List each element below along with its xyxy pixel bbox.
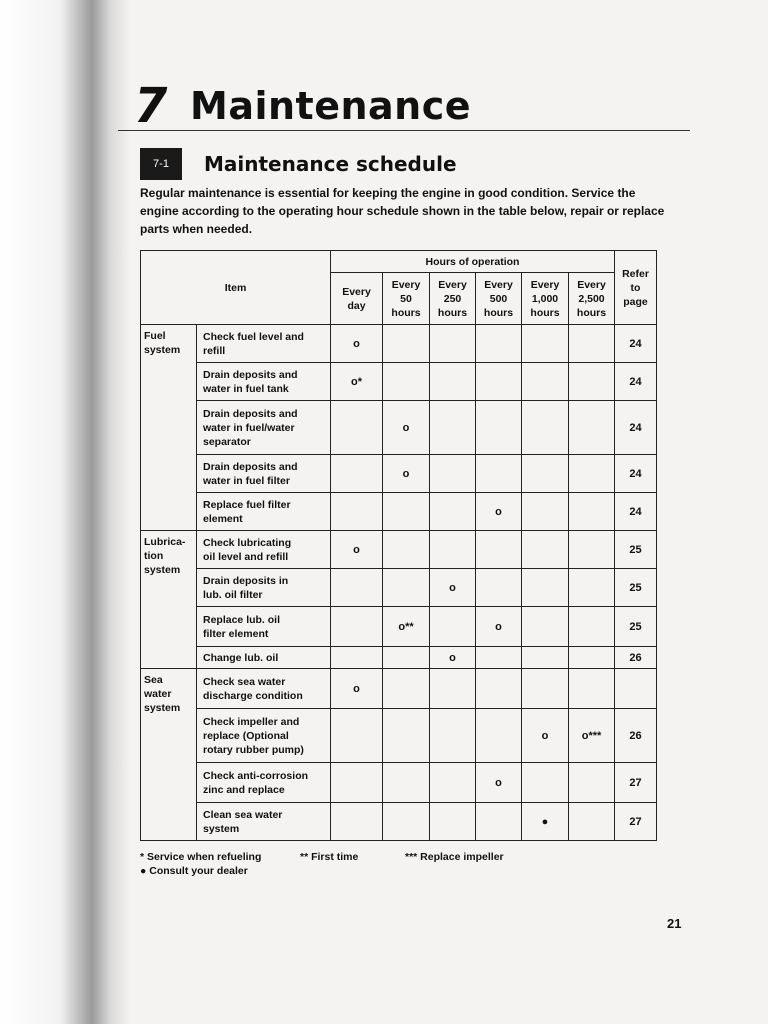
interval-mark [522,647,569,669]
interval-column-header: Every 2,500 hours [569,273,615,325]
interval-mark [383,531,430,569]
interval-mark [476,325,522,363]
schedule-row [141,531,657,569]
intro-paragraph: Regular maintenance is essential for keeping the engine in good condition. Service the engine according to the operating hour schedule shown in the table below, repair or replace parts when needed. [140,186,665,236]
interval-mark [569,763,615,803]
reference-page [615,669,657,709]
chapter-heading [134,78,694,134]
section-number-badge: 7-1 [140,148,182,180]
interval-mark [331,569,383,607]
maintenance-item: Drain deposits and water in fuel filter [197,455,331,493]
interval-mark [522,531,569,569]
maintenance-item: Drain deposits and water in fuel tank [197,363,331,401]
interval-mark [383,569,430,607]
hours-of-operation-header: Hours of operation [331,251,615,273]
interval-mark [476,363,522,401]
section-title: Maintenance schedule [204,152,457,176]
interval-mark [430,669,476,709]
system-group-label: Sea water system [141,669,197,841]
reference-page: 26 [615,709,657,763]
interval-mark [522,493,569,531]
interval-mark [569,647,615,669]
schedule-row [141,569,657,607]
interval-mark [383,803,430,841]
interval-mark [476,531,522,569]
interval-mark [569,607,615,647]
interval-mark [569,401,615,455]
schedule-row [141,455,657,493]
interval-mark [476,455,522,493]
schedule-row [141,709,657,763]
interval-mark [569,325,615,363]
interval-mark [430,493,476,531]
interval-mark [476,803,522,841]
footnote-first-time: ** First time [300,851,359,863]
interval-mark [331,607,383,647]
schedule-row [141,669,657,709]
schedule-row [141,607,657,647]
system-group-label: Fuel system [141,325,197,531]
reference-page: 24 [615,325,657,363]
interval-mark [522,325,569,363]
interval-column-header: Every 500 hours [476,273,522,325]
reference-page: 27 [615,803,657,841]
interval-column-header: Every day [331,273,383,325]
interval-mark [569,363,615,401]
interval-mark [383,363,430,401]
interval-mark [331,493,383,531]
interval-mark [331,763,383,803]
chapter-number: 7 [134,78,168,134]
chapter-title: Maintenance [190,84,472,128]
maintenance-item: Check impeller and replace (Optional rotary rubber pump) [197,709,331,763]
interval-column-header: Every 50 hours [383,273,430,325]
interval-mark: ● [522,803,569,841]
reference-page: 24 [615,363,657,401]
section-heading [140,148,457,180]
interval-mark [430,455,476,493]
interval-mark: o [476,493,522,531]
footnote-refueling: * Service when refueling [140,851,262,863]
interval-mark: o [522,709,569,763]
reference-page: 25 [615,531,657,569]
reference-page: 27 [615,763,657,803]
maintenance-schedule-table [140,250,657,841]
interval-mark: o** [383,607,430,647]
interval-mark [430,363,476,401]
maintenance-item: Replace lub. oil filter element [197,607,331,647]
interval-mark [430,607,476,647]
interval-mark [430,531,476,569]
system-group-label: Lubrica- tion system [141,531,197,669]
interval-mark [522,669,569,709]
schedule-row [141,493,657,531]
reference-page: 25 [615,607,657,647]
maintenance-item: Drain deposits and water in fuel/water separator [197,401,331,455]
interval-mark: o [383,401,430,455]
schedule-row [141,647,657,669]
maintenance-item: Check sea water discharge condition [197,669,331,709]
item-column-header: Item [141,251,331,325]
interval-mark [569,669,615,709]
interval-mark: o [430,647,476,669]
interval-mark [430,763,476,803]
interval-mark [383,669,430,709]
reference-page: 26 [615,647,657,669]
interval-mark [430,325,476,363]
interval-mark [476,709,522,763]
interval-mark: o [331,531,383,569]
maintenance-item: Check anti-corrosion zinc and replace [197,763,331,803]
interval-mark [522,569,569,607]
interval-mark: o [476,607,522,647]
interval-mark [383,647,430,669]
interval-mark [430,401,476,455]
interval-mark [569,531,615,569]
interval-mark [476,569,522,607]
interval-mark [331,455,383,493]
maintenance-item: Change lub. oil [197,647,331,669]
interval-mark: o [430,569,476,607]
interval-mark [569,455,615,493]
interval-mark [383,709,430,763]
interval-column-header: Every 1,000 hours [522,273,569,325]
interval-column-header: Every 250 hours [430,273,476,325]
interval-mark [522,401,569,455]
schedule-row [141,363,657,401]
schedule-row [141,401,657,455]
page-number: 21 [667,916,682,931]
interval-mark [569,569,615,607]
footnotes [140,850,640,878]
interval-mark: o [331,325,383,363]
interval-mark [331,803,383,841]
reference-page: 24 [615,493,657,531]
footnote-consult-dealer: ● Consult your dealer [140,865,248,877]
interval-mark: o [331,669,383,709]
refer-to-page-header: Refer to page [615,251,657,325]
interval-mark [522,363,569,401]
interval-mark [569,493,615,531]
interval-mark [522,455,569,493]
interval-mark [569,803,615,841]
interval-mark [522,607,569,647]
interval-mark: o* [331,363,383,401]
interval-mark [430,709,476,763]
interval-mark [331,709,383,763]
footnote-replace-impeller: *** Replace impeller [405,851,504,863]
schedule-row [141,803,657,841]
maintenance-item: Check lubricating oil level and refill [197,531,331,569]
interval-mark [476,647,522,669]
schedule-row [141,763,657,803]
interval-mark: o*** [569,709,615,763]
interval-mark [476,401,522,455]
maintenance-item: Replace fuel filter element [197,493,331,531]
maintenance-item: Clean sea water system [197,803,331,841]
interval-mark [383,325,430,363]
interval-mark [383,763,430,803]
interval-mark: o [476,763,522,803]
reference-page: 24 [615,455,657,493]
maintenance-item: Check fuel level and refill [197,325,331,363]
interval-mark: o [383,455,430,493]
chapter-divider [118,130,690,131]
schedule-row [141,325,657,363]
interval-mark [522,763,569,803]
interval-mark [331,401,383,455]
maintenance-item: Drain deposits in lub. oil filter [197,569,331,607]
reference-page: 25 [615,569,657,607]
interval-mark [331,647,383,669]
interval-mark [476,669,522,709]
interval-mark [383,493,430,531]
interval-mark [430,803,476,841]
reference-page: 24 [615,401,657,455]
